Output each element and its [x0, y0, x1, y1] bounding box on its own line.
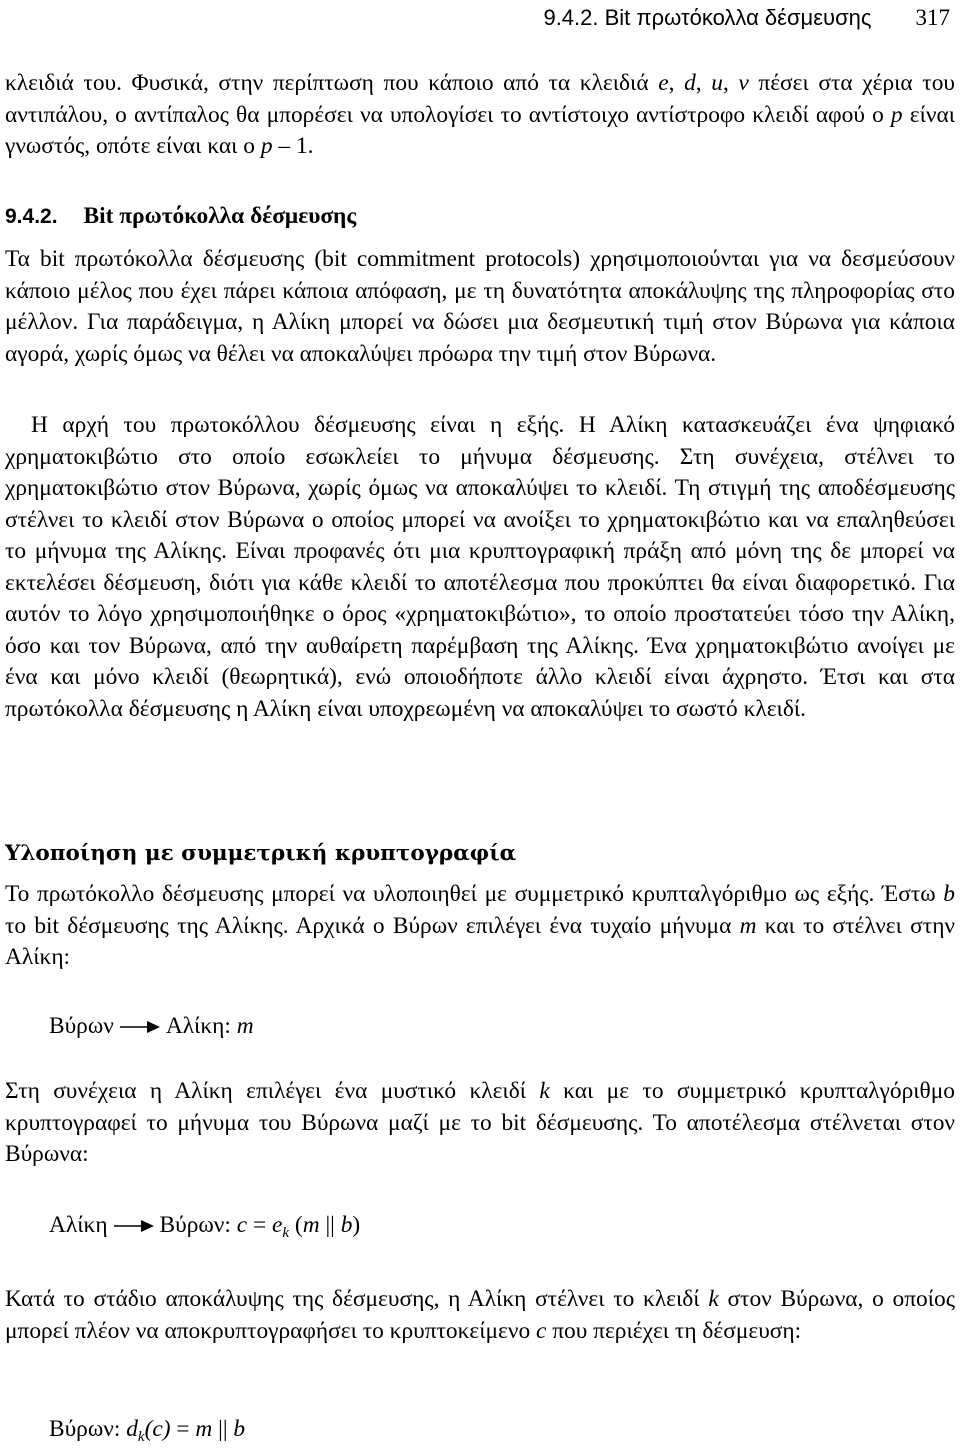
paragraph-text: που περιέχει τη δέσμευση:: [546, 1317, 802, 1344]
concat-operator: ||: [319, 1212, 341, 1238]
intro-paragraph: [5, 68, 955, 163]
separator: ,: [668, 70, 685, 96]
equals-sign: =: [247, 1212, 273, 1238]
var-p: p: [260, 133, 273, 159]
receiver-label: Βύρων:: [159, 1212, 231, 1238]
paragraph-text: και το στέλνει στην Αλίκη:: [5, 912, 955, 970]
right-arrow-icon: [120, 1012, 160, 1044]
page-number: 317: [915, 5, 950, 30]
var-u: u: [711, 70, 723, 96]
sender-label: Αλίκη: [49, 1212, 108, 1238]
section-number: 9.4.2.: [5, 205, 58, 228]
intro-text: κλειδιά του. Φυσικά, στην περίπτωση που κάποιο από τα κλειδιά: [5, 70, 659, 96]
separator: ,: [722, 70, 739, 96]
formula-bob-to-alice: [49, 1011, 254, 1043]
var-k: k: [539, 1078, 550, 1104]
var-c: c: [236, 1212, 248, 1238]
paren: (: [289, 1212, 303, 1238]
equals-sign: =: [170, 1416, 196, 1442]
receiver-label: Αλίκη:: [165, 1013, 231, 1039]
var-m: m: [236, 1013, 254, 1039]
paren: ): [352, 1212, 361, 1238]
running-header: [543, 4, 950, 32]
paragraph-text: Κατά το στάδιο αποκάλυψης της δέσμευσης, η Αλίκη στέλνει το κλειδί: [5, 1286, 709, 1312]
running-title: 9.4.2. Bit πρωτόκολλα δέσμευσης: [543, 5, 872, 30]
var-c: c: [536, 1317, 547, 1344]
paragraph-5: [5, 1284, 955, 1347]
var-m: m: [195, 1416, 213, 1442]
section-title: Bit πρωτόκολλα δέσμευσης: [83, 203, 357, 229]
intro-text: είναι γνωστός, οπότε είναι και ο: [5, 101, 955, 159]
separator: ,: [695, 70, 712, 96]
paragraph-2: [5, 410, 955, 725]
paragraph-text: το bit δέσμευσης της Αλίκης. Αρχικά ο Βύρων επιλέγει ένα τυχαίο μήνυμα: [5, 912, 740, 939]
paragraph-3: [5, 879, 955, 974]
var-k: k: [708, 1286, 719, 1312]
paragraph-text: Τα bit πρωτόκολλα δέσμευσης (bit commitment protocols) χρησιμοποιούνται για να δεσμεύσουν κάποιο μέλος που έχει πάρει κάποια απόφαση, με τη δυνατότητα αποκάλυψης της πληροφορίας στο μέλλον. Για παράδειγμα, η Αλίκη μπορεί να δώσει μια δεσμευτική τιμή στον Βύρωνα για κάποια αγορά, χωρίς όμως να θέλει να αποκαλύψει πρόωρα την τιμή στον Βύρωνα.: [5, 246, 955, 367]
paragraph-text: Η αρχή του πρωτοκόλλου δέσμευσης είναι η εξής. Η Αλίκη κατασκευάζει ένα ψηφιακό χρηματοκιβώτιο στο οποίο εσωκλείει το μήνυμα δέσμευσης. Στη συνέχεια, στέλνει το χρηματοκιβώτιο στον Βύρωνα, χωρίς όμως να αποκαλύψει το κλειδί. Τη στιγμή της αποδέσμευσης στέλνει το κλειδί στον Βύρωνα ο οποίος μπορεί να ανοίξει το χρηματοκιβώτιο και να επαληθεύσει το μήνυμα της Αλίκης. Είναι προφανές ότι μια κρυπτογραφική πράξη από μόνη της δε μπορεί να εκτελέσει δέσμευση, διότι για κάθε κλειδί το αποτέλεσμα που προκύπτει θα είναι διαφορετικό. Για αυτόν το λόγο χρησιμοποιήθηκε ο όρος «χρηματοκιβώτιο», το οποίο προστατεύει τόσο την Αλίκη, όσο και τον Βύρωνα, από την αυθαίρετη παρέμβαση της Αλίκης. Ένα χρηματοκιβώτιο ανοίγει με ένα και μόνο κλειδί (θεωρητικά), ενώ οποιοδήποτε άλλο κλειδί είναι άχρηστο. Έτσι και στα πρωτόκολλα δέσμευσης η Αλίκη είναι υποχρεωμένη να αποκαλύψει το σωστό κλειδί.: [5, 412, 955, 722]
var-p: p: [890, 101, 903, 128]
right-arrow-icon: [114, 1211, 154, 1243]
var-e: e: [272, 1212, 283, 1238]
var-b: b: [943, 881, 955, 907]
paragraph-text: Το πρωτόκολλο δέσμευσης μπορεί να υλοποιηθεί με συμμετρικό κρυπταλγόριθμο ως εξής. Έστω: [5, 881, 944, 907]
var-d: d: [126, 1416, 138, 1442]
intro-text: πέσει στα χέρια του αντιπάλου, ο αντίπαλος θα μπορέσει να υπολογίσει το αντίστοιχο αντίστροφο κλειδί αφού ο: [5, 70, 955, 128]
book-page: [5, 0, 955, 1450]
subsection-heading: Υλοποίηση με συμμετρική κρυπτογραφία: [5, 841, 517, 866]
sender-label: Βύρων: [49, 1013, 114, 1039]
paragraph-text: στον Βύρωνα, ο οποίος μπορεί πλέον να αποκρυπτογραφήσει το κρυπτοκείμενο: [5, 1286, 955, 1344]
var-e: e: [658, 70, 669, 96]
var-d: d: [684, 70, 696, 96]
actor-label: Βύρων:: [49, 1416, 121, 1442]
formula-alice-to-bob: [49, 1210, 360, 1250]
section-heading: [5, 201, 356, 233]
function-argument: (c): [144, 1416, 171, 1442]
paragraph-text: και με το συμμετρικό κρυπταλγόριθμο κρυπτογραφεί το μήνυμα του Βύρωνα μαζί με το bit δέσμευσης. Το αποτέλεσμα στέλνεται στον Βύρωνα:: [5, 1078, 955, 1167]
paragraph-text: Στη συνέχεια η Αλίκη επιλέγει ένα μυστικό κλειδί: [5, 1078, 540, 1104]
paragraph-4: [5, 1076, 955, 1171]
paragraph-1: [5, 244, 955, 370]
var-m: m: [739, 912, 757, 939]
var-b: b: [340, 1212, 353, 1238]
var-v: v: [738, 70, 749, 96]
subscript-k: k: [137, 1429, 145, 1445]
subscript-k: k: [282, 1225, 290, 1241]
formula-bob-decrypts: [49, 1414, 245, 1450]
var-m: m: [302, 1212, 320, 1238]
intro-text: – 1.: [272, 133, 314, 159]
var-b: b: [233, 1416, 246, 1442]
concat-operator: ||: [212, 1416, 234, 1442]
